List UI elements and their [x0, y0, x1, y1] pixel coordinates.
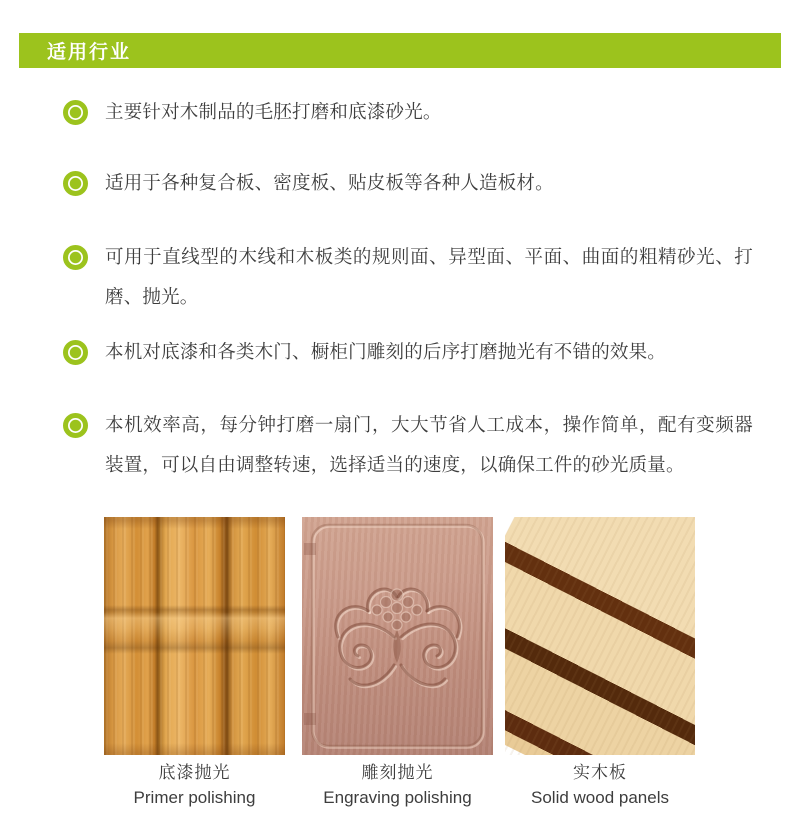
gallery-caption: [505, 760, 695, 810]
bullet-text: 本机效率高，每分钟打磨一扇门，大大节省人工成本，操作简单，配有变频器装置，可以自由调整转速，选择适当的速度，以确保工件的砂光质量。: [105, 414, 753, 475]
section-header-bar: [19, 33, 781, 68]
bullseye-icon: [63, 171, 88, 196]
primer-polishing-door-image: [104, 517, 285, 755]
bullet-text: 适用于各种复合板、密度板、贴皮板等各种人造板材。: [105, 172, 554, 193]
bullet-item: [63, 92, 763, 132]
section-title: 适用行业: [47, 42, 132, 63]
caption-en: Solid wood panels: [531, 788, 669, 807]
bullseye-icon: [63, 340, 88, 365]
bullet-item: [63, 163, 763, 203]
caption-zh: 雕刻抛光: [361, 763, 434, 782]
engraving-polishing-image: [302, 517, 493, 755]
caption-zh: 实木板: [573, 763, 627, 782]
carving-ornament: [302, 517, 493, 755]
bullseye-icon: [63, 245, 88, 270]
bullet-text: 可用于直线型的木线和木板类的规则面、异型面、平面、曲面的粗精砂光、打磨、抛光。: [105, 246, 753, 307]
bullet-item: [63, 332, 763, 372]
bullseye-icon: [63, 100, 88, 125]
gallery-caption: [302, 760, 493, 810]
bullet-item: [63, 237, 763, 317]
bullet-item: [63, 405, 763, 485]
bullet-text: 本机对底漆和各类木门、橱柜门雕刻的后序打磨抛光有不错的效果。: [105, 341, 667, 362]
gallery-caption: [104, 760, 285, 810]
solid-wood-panels-image: [505, 517, 695, 755]
bullet-text: 主要针对木制品的毛胚打磨和底漆砂光。: [105, 101, 442, 122]
caption-en: Primer polishing: [133, 788, 256, 807]
caption-en: Engraving polishing: [323, 788, 472, 807]
caption-zh: 底漆抛光: [158, 763, 231, 782]
bullseye-icon: [63, 413, 88, 438]
